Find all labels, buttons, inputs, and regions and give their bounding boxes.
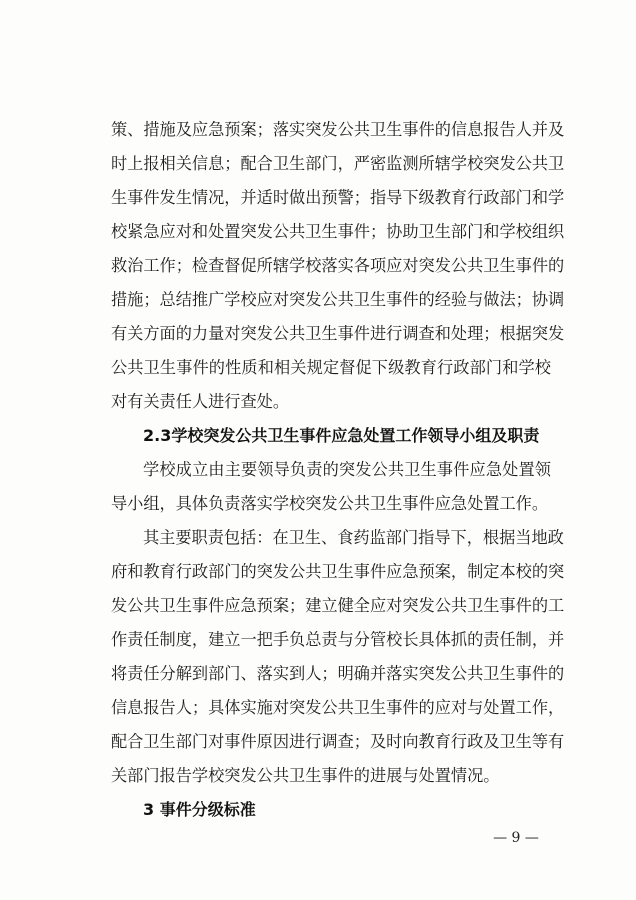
body-text-line: 校紧急应对和处置突发公共卫生事件；协助卫生部门和学校组织 — [111, 222, 565, 241]
body-text-line: 生事件发生情况，并适时做出预警；指导下级教育行政部门和学 — [111, 188, 565, 207]
body-text-line: 其主要职责包括：在卫生、食药监部门指导下，根据当地政 — [143, 528, 564, 547]
body-text-line: 对有关责任人进行查处。 — [111, 392, 290, 411]
body-text-line: 府和教育行政部门的突发公共卫生事件应急预案，制定本校的突 — [111, 562, 565, 581]
body-text-line: 策、措施及应急预案；落实突发公共卫生事件的信息报告人并及 — [111, 120, 565, 139]
section-heading: 2.3学校突发公共卫生事件应急处置工作领导小组及职责 — [143, 426, 540, 445]
body-text-line: 救治工作；检查督促所辖学校落实各项应对突发公共卫生事件的 — [111, 256, 565, 275]
body-text-line: 将责任分解到部门、落实到人；明确并落实突发公共卫生事件的 — [111, 664, 565, 683]
body-text-line: 关部门报告学校突发公共卫生事件的进展与处置情况。 — [111, 766, 500, 785]
body-text-line: 信息报告人；具体实施对突发公共卫生事件的应对与处置工作， — [111, 698, 565, 717]
page-number: — 9 — — [493, 830, 539, 846]
body-text-line: 措施；总结推广学校应对突发公共卫生事件的经验与做法；协调 — [111, 290, 565, 309]
body-text-line: 学校成立由主要领导负责的突发公共卫生事件应急处置领 — [143, 460, 551, 479]
body-text-line: 时上报相关信息；配合卫生部门，严密监测所辖学校突发公共卫 — [111, 154, 565, 173]
section-heading: 3 事件分级标准 — [143, 800, 256, 819]
body-text-line: 导小组，具体负责落实学校突发公共卫生事件应急处置工作。 — [111, 494, 549, 513]
body-text-line: 有关方面的力量对突发公共卫生事件进行调查和处理；根据突发 — [111, 324, 565, 343]
body-text-line: 作责任制度，建立一把手负总责与分管校长具体抓的责任制，并 — [111, 630, 565, 649]
body-text-line: 公共卫生事件的性质和相关规定督促下级教育行政部门和学校 — [111, 358, 551, 377]
body-text-line: 配合卫生部门对事件原因进行调查；及时向教育行政及卫生等有 — [111, 732, 565, 751]
body-text-line: 发公共卫生事件应急预案；建立健全应对突发公共卫生事件的工 — [111, 596, 565, 615]
